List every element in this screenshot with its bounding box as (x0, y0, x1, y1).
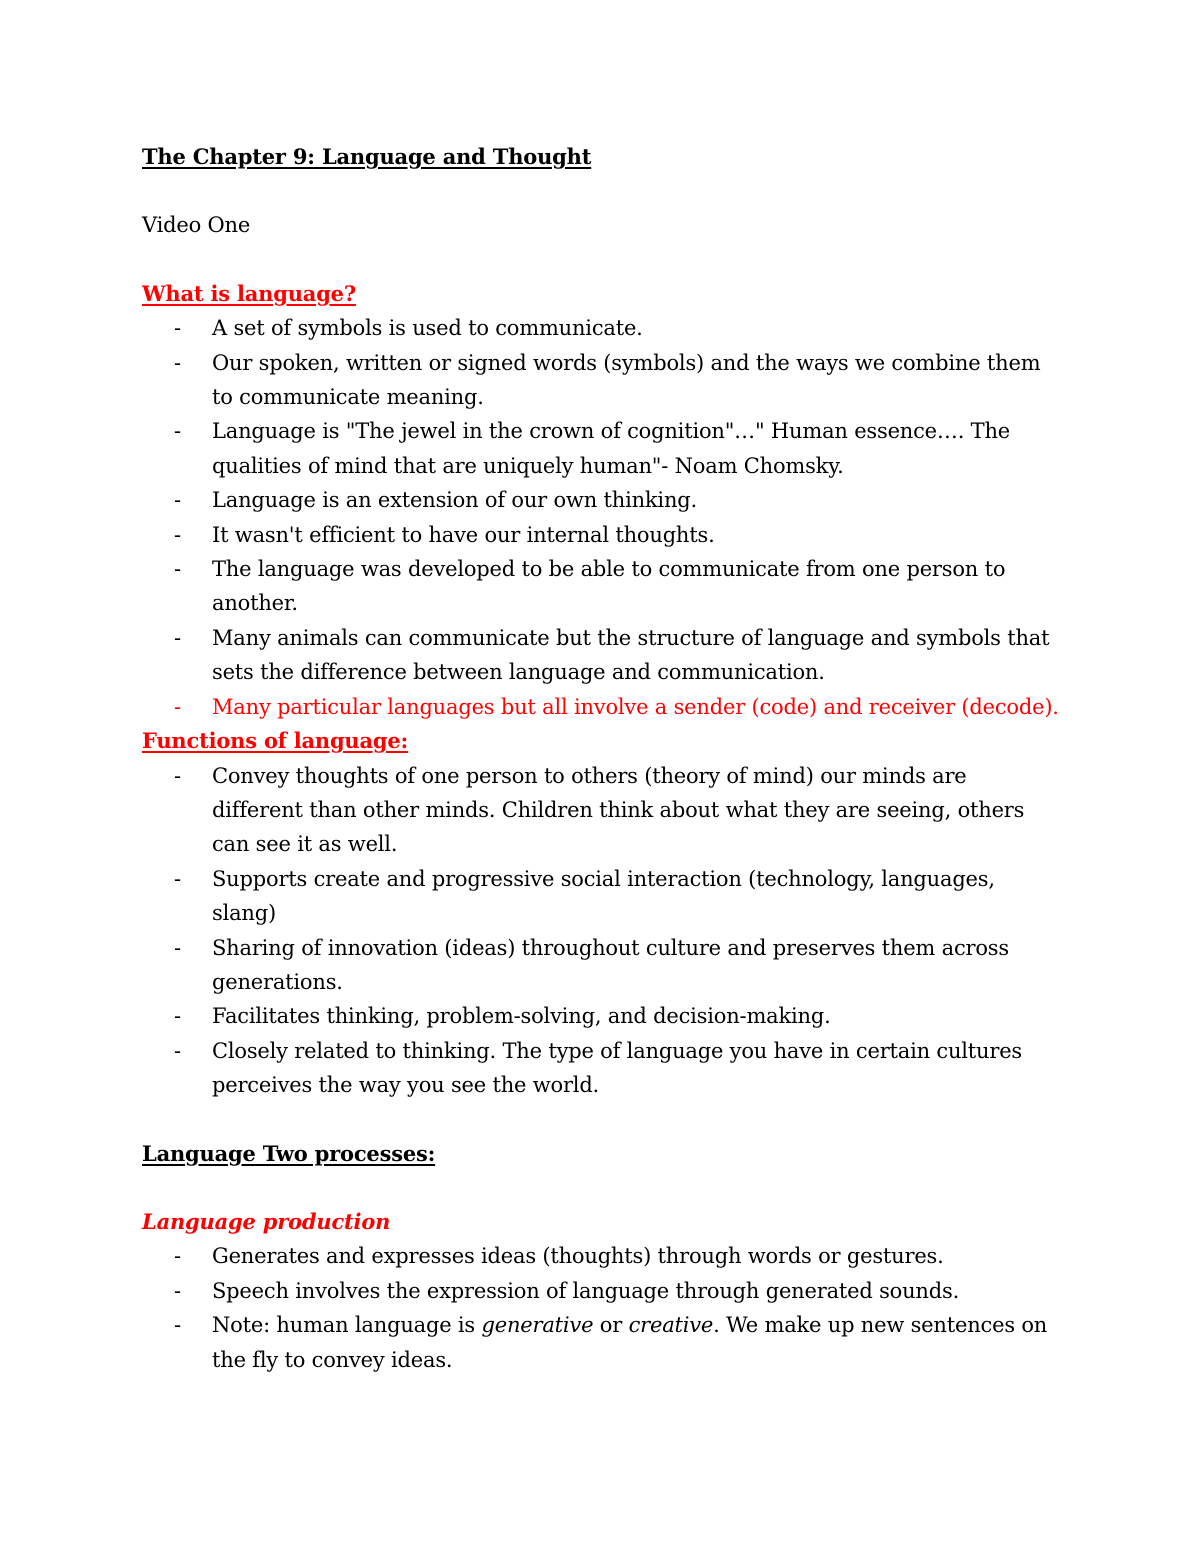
note-prefix: Note: human language is (212, 1313, 482, 1338)
list-item: - Sharing of innovation (ideas) throughout culture and preserves them across generations. (142, 931, 1062, 1000)
note-suffix: . We make up new sentences on the fly to convey ideas. (212, 1313, 1048, 1372)
language-production-heading: Language production (142, 1208, 391, 1234)
section-heading-what-is-language: What is language? (142, 280, 356, 306)
list-item: - Supports create and progressive social interaction (technology, languages, slang) (142, 862, 1062, 931)
list-item: - Convey thoughts of one person to others (theory of mind) our minds are different than other minds. Children think about what they are seeing, others can see it as well. (142, 759, 1062, 862)
list-item: - Language is "The jewel in the crown of cognition"…" Human essence…. The qualities of mind that are uniquely human"- Noam Chomsky. (142, 414, 1062, 483)
list-item: - Our spoken, written or signed words (symbols) and the ways we combine them to communicate meaning. (142, 346, 1062, 415)
list-item: - Language is an extension of our own thinking. (142, 483, 1062, 517)
list-item: - The language was developed to be able to communicate from one person to another. (142, 552, 1062, 621)
language-production-list (142, 1239, 1062, 1377)
section-heading-functions-of-language: Functions of language: (142, 728, 409, 754)
note-term-creative: creative (628, 1313, 714, 1338)
list-item: - Facilitates thinking, problem-solving, and decision-making. (142, 999, 1062, 1033)
functions-of-language-list (142, 759, 1062, 1103)
document-title: The Chapter 9: Language and Thought (142, 144, 592, 169)
note-term-generative: generative (481, 1313, 594, 1338)
document-body (142, 140, 1062, 1377)
list-item: - It wasn't efficient to have our internal thoughts. (142, 518, 1062, 552)
list-item-highlighted: - Many particular languages but all involve a sender (code) and receiver (decode). (142, 690, 1062, 724)
list-item: - A set of symbols is used to communicate. (142, 311, 1062, 345)
list-item: - Closely related to thinking. The type of language you have in certain cultures perceives the way you see the world. (142, 1034, 1062, 1103)
list-item: - Generates and expresses ideas (thoughts) through words or gestures. (142, 1239, 1062, 1273)
processes-heading: Language Two processes: (142, 1140, 436, 1166)
what-is-language-list (142, 311, 1062, 724)
list-item: - Speech involves the expression of language through generated sounds. (142, 1274, 1062, 1308)
list-item: - Many animals can communicate but the structure of language and symbols that sets the difference between language and communication. (142, 621, 1062, 690)
note-middle: or (593, 1313, 629, 1338)
video-label: Video One (142, 213, 251, 238)
list-item-note (142, 1308, 1062, 1377)
